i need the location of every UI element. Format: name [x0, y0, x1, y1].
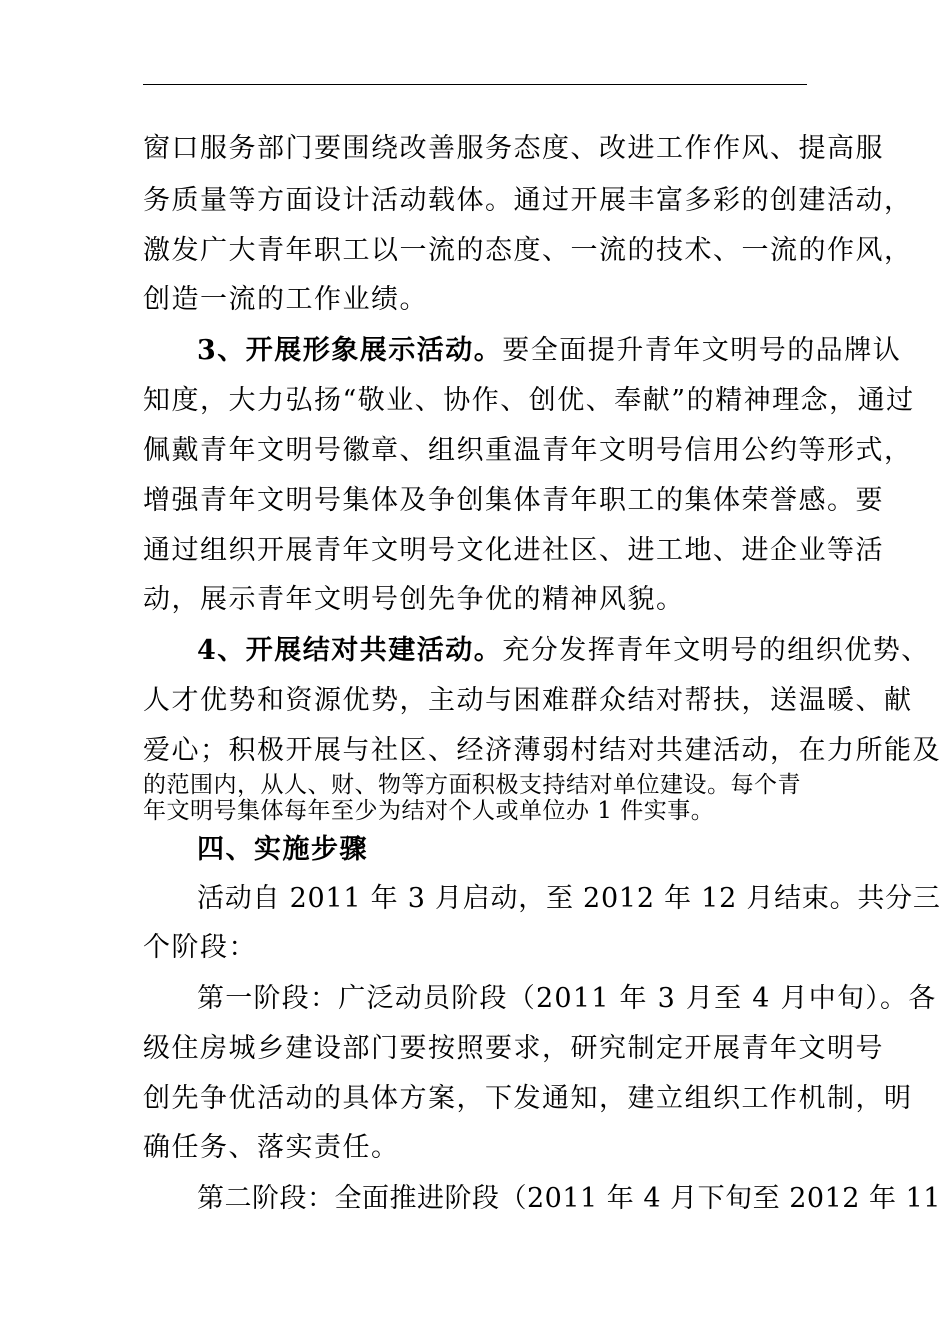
body-line: 务质量等方面设计活动载体。通过开展丰富多彩的创建活动， [143, 185, 913, 216]
body-line: 级住房城乡建设部门要按照要求，研究制定开展青年文明号 [143, 1033, 884, 1064]
item-3-heading: 3、开展形象展示活动。 [197, 335, 503, 366]
body-line: 确任务、落实责任。 [143, 1132, 400, 1163]
section-heading: 四、实施步骤 [197, 834, 368, 865]
body-line: 创造一流的工作业绩。 [143, 284, 428, 315]
body-line: 动，展示青年文明号创先争优的精神风貌。 [143, 584, 685, 615]
body-line: 通过组织开展青年文明号文化进社区、进工地、进企业等活 [143, 535, 884, 566]
item-3-heading-line: 3、开展形象展示活动。要全面提升青年文明号的品牌认 [197, 335, 902, 366]
body-line: 的范围内，从人、财、物等方面积极支持结对单位建设。每个青 [143, 772, 801, 798]
body-line: 人才优势和资源优势，主动与困难群众结对帮扶，送温暖、献 [143, 685, 913, 716]
body-line: 爱心；积极开展与社区、经济薄弱村结对共建活动，在力所能及 [143, 735, 941, 766]
body-line: 知度，大力弘扬“敬业、协作、创优、奉献”的精神理念，通过 [143, 385, 915, 416]
header-rule [143, 84, 807, 85]
item-4-heading-line: 4、开展结对共建活动。充分发挥青年文明号的组织优势、 [197, 635, 930, 666]
body-line: 激发广大青年职工以一流的态度、一流的技术、一流的作风， [143, 235, 913, 266]
body-line: 个阶段： [143, 932, 257, 963]
body-line: 窗口服务部门要围绕改善服务态度、改进工作作风、提高服 [143, 133, 884, 164]
body-line: 佩戴青年文明号徽章、组织重温青年文明号信用公约等形式， [143, 435, 913, 466]
body-line: 第一阶段：广泛动员阶段（2011 年 3 月至 4 月中旬）。各 [197, 983, 937, 1014]
body-line: 年文明号集体每年至少为结对个人或单位办 1 件实事。 [143, 798, 715, 824]
item-4-heading: 4、开展结对共建活动。 [197, 635, 503, 666]
body-line: 创先争优活动的具体方案，下发通知，建立组织工作机制，明 [143, 1083, 913, 1114]
body-line: 增强青年文明号集体及争创集体青年职工的集体荣誉感。要 [143, 485, 884, 516]
body-line: 第二阶段：全面推进阶段（2011 年 4 月下旬至 2012 年 11 [197, 1183, 941, 1214]
body-line: 活动自 2011 年 3 月启动，至 2012 年 12 月结束。共分三 [197, 883, 941, 914]
